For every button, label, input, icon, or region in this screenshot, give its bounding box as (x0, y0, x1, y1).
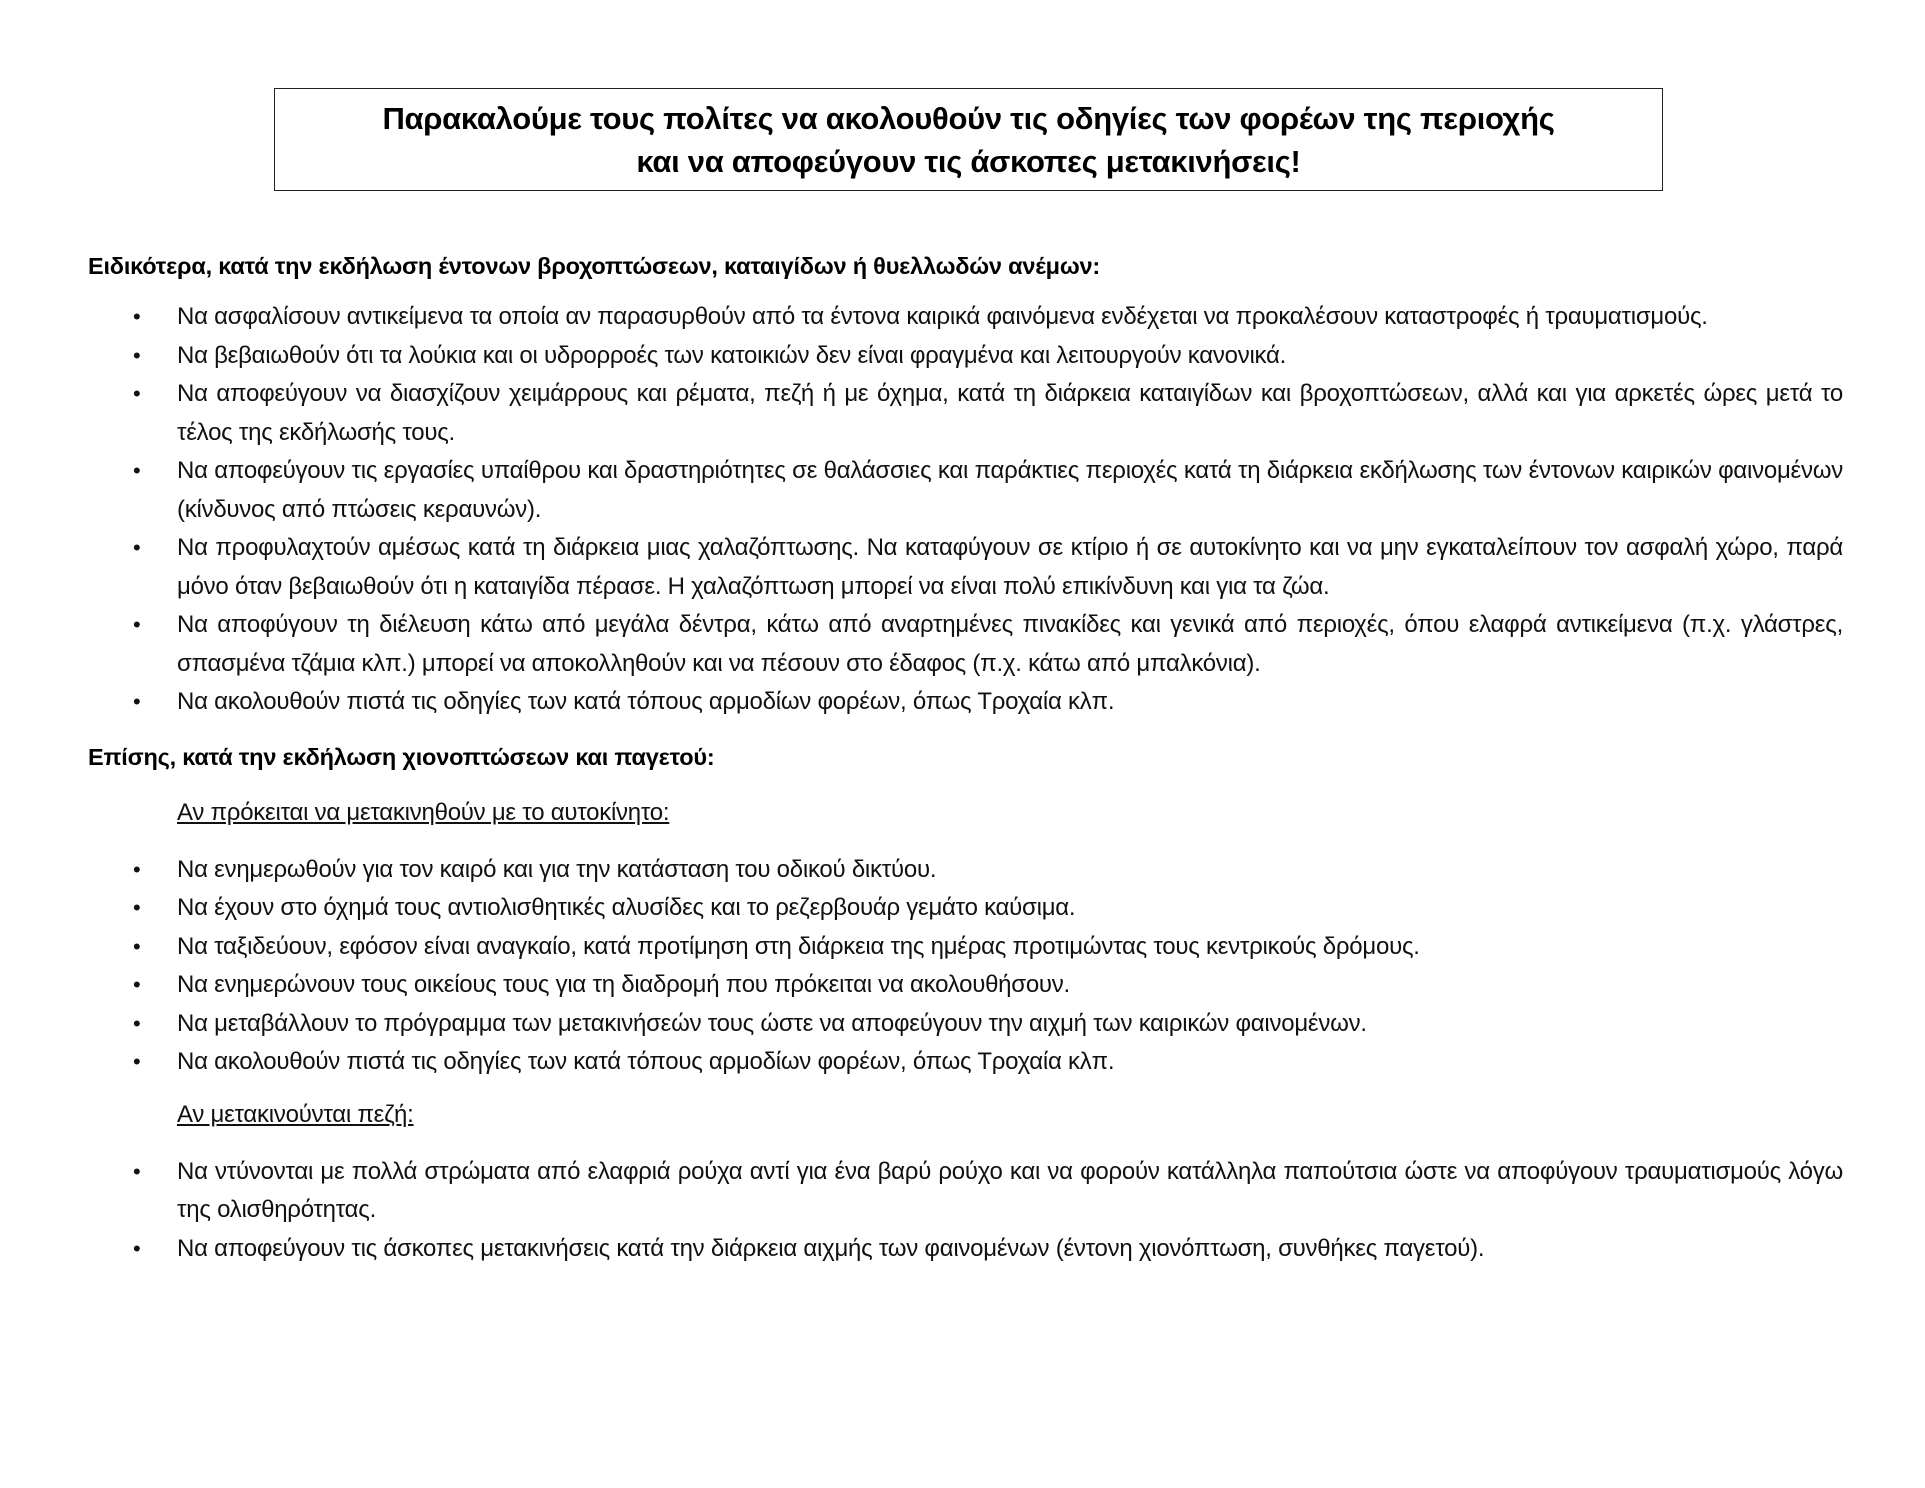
list-item (88, 606, 1843, 683)
list-item-text: Να ακολουθούν πιστά τις οδηγίες των κατά τόπους αρμοδίων φορέων, όπως Τροχαία κλπ. (177, 688, 1115, 715)
bullet-icon: • (133, 342, 141, 368)
list-item (88, 529, 1843, 606)
bullet-icon: • (133, 1158, 141, 1184)
list-item-text: Να ενημερωθούν για τον καιρό και για την κατάσταση του οδικού δικτύου. (177, 855, 937, 883)
bullet-icon: • (133, 458, 141, 483)
list-item-text: Να αποφεύγουν τις εργασίες υπαίθρου και δραστηριότητες σε θαλάσσιες και παράκτιες περιοχές κατά τη διάρκεια εκδήλωσης των έντονων καιρικών φαινομένων (κίνδυνος από πτώσεις κεραυνών). (177, 457, 1843, 523)
title-box (274, 88, 1663, 191)
list-item-text: Να βεβαιωθούν ότι τα λούκια και οι υδρορροές των κατοικιών δεν είναι φραγμένα και λειτουργούν κανονικά. (177, 341, 1287, 369)
list-item-text: Να ταξιδεύουν, εφόσον είναι αναγκαίο, κατά προτίμηση στη διάρκεια της ημέρας προτιμώντας τους κεντρικούς δρόμους. (177, 932, 1420, 960)
bullet-icon: • (133, 1235, 141, 1261)
list-item-text: Να ντύνονται με πολλά στρώματα από ελαφριά ρούχα αντί για ένα βαρύ ρούχο και να φορούν κατάλληλα παπούτσια ώστε να αποφύγουν τραυματισμούς λόγω της ολισθηρότητας. (177, 1157, 1843, 1223)
list-item (88, 1153, 1843, 1230)
list-item (88, 1043, 1843, 1082)
section-heading-snow: Επίσης, κατά την εκδήλωση χιονοπτώσεων και παγετού: (88, 743, 715, 770)
subheading-on-foot: Αν μετακινούνται πεζή: (177, 1100, 414, 1128)
storm-instructions-list (88, 298, 1843, 722)
list-item (88, 851, 1843, 890)
list-item-text: Να αποφεύγουν τις άσκοπες μετακινήσεις κατά την διάρκεια αιχμής των φαινομένων (έντονη χιονόπτωση, συνθήκες παγετού). (177, 1234, 1485, 1262)
list-item (88, 298, 1843, 337)
list-item (88, 375, 1843, 452)
bullet-icon: • (133, 612, 141, 637)
bullet-icon: • (133, 381, 141, 406)
list-item (88, 889, 1843, 928)
list-item-text: Να έχουν στο όχημά τους αντιολισθητικές αλυσίδες και το ρεζερβουάρ γεμάτο καύσιμα. (177, 894, 1076, 921)
bullet-icon: • (133, 1049, 141, 1074)
list-item-text: Να αποφύγουν τη διέλευση κάτω από μεγάλα δέντρα, κάτω από αναρτημένες πινακίδες και γενικά από περιοχές, όπου ελαφρά αντικείμενα (π.χ. γλάστρες, σπασμένα τζάμια κλπ.) μπορεί να αποκολληθούν και να πέσουν στο έδαφος (π.χ. κάτω από μπαλκόνια). (177, 611, 1843, 677)
list-item (88, 1230, 1843, 1269)
section-heading-storms: Ειδικότερα, κατά την εκδήλωση έντονων βροχοπτώσεων, καταιγίδων ή θυελλωδών ανέμων: (88, 253, 1100, 279)
bullet-icon: • (133, 304, 141, 329)
bullet-icon: • (133, 1010, 141, 1036)
list-item-text: Να προφυλαχτούν αμέσως κατά τη διάρκεια μιας χαλαζόπτωσης. Να καταφύγουν σε κτίριο ή σε αυτοκίνητο και να μην εγκαταλείπουν τον ασφαλή χώρο, παρά μόνο όταν βεβαιωθούν ότι η καταιγίδα πέρασε. Η χαλαζόπτωση μπορεί να είναι πολύ επικίνδυνη και για τα ζώα. (177, 534, 1843, 600)
list-item-text: Να ασφαλίσουν αντικείμενα τα οποία αν παρασυρθούν από τα έντονα καιρικά φαινόμενα ενδέχεται να προκαλέσουν καταστροφές ή τραυματισμούς. (177, 303, 1708, 330)
title-line: Παρακαλούμε τους πολίτες να ακολουθούν τις οδηγίες των φορέων της περιοχής (382, 100, 1555, 136)
list-item (88, 337, 1843, 376)
subheading-by-car: Αν πρόκειται να μετακινηθούν με το αυτοκίνητο: (177, 798, 670, 826)
list-item (88, 928, 1843, 967)
document-body (88, 248, 1843, 1268)
foot-instructions-list (88, 1153, 1843, 1269)
bullet-icon: • (133, 689, 141, 714)
list-item (88, 966, 1843, 1005)
title-line: και να αποφεύγουν τις άσκοπες μετακινήσεις! (636, 143, 1301, 179)
bullet-icon: • (133, 856, 141, 882)
list-item (88, 1005, 1843, 1044)
bullet-icon: • (133, 972, 141, 997)
list-item-text: Να μεταβάλλουν το πρόγραμμα των μετακινήσεών τους ώστε να αποφεύγουν την αιχμή των καιρικών φαινομένων. (177, 1009, 1367, 1037)
list-item-text: Να ακολουθούν πιστά τις οδηγίες των κατά τόπους αρμοδίων φορέων, όπως Τροχαία κλπ. (177, 1048, 1115, 1075)
car-instructions-list (88, 851, 1843, 1082)
bullet-icon: • (133, 895, 141, 920)
list-item-text: Να αποφεύγουν να διασχίζουν χειμάρρους και ρέματα, πεζή ή με όχημα, κατά τη διάρκεια καταιγίδων και βροχοπτώσεων, αλλά και για αρκετές ώρες μετά το τέλος της εκδήλωσής τους. (177, 380, 1843, 446)
bullet-icon: • (133, 535, 141, 560)
list-item-text: Να ενημερώνουν τους οικείους τους για τη διαδρομή που πρόκειται να ακολουθήσουν. (177, 971, 1070, 998)
bullet-icon: • (133, 933, 141, 959)
list-item (88, 452, 1843, 529)
list-item (88, 683, 1843, 722)
